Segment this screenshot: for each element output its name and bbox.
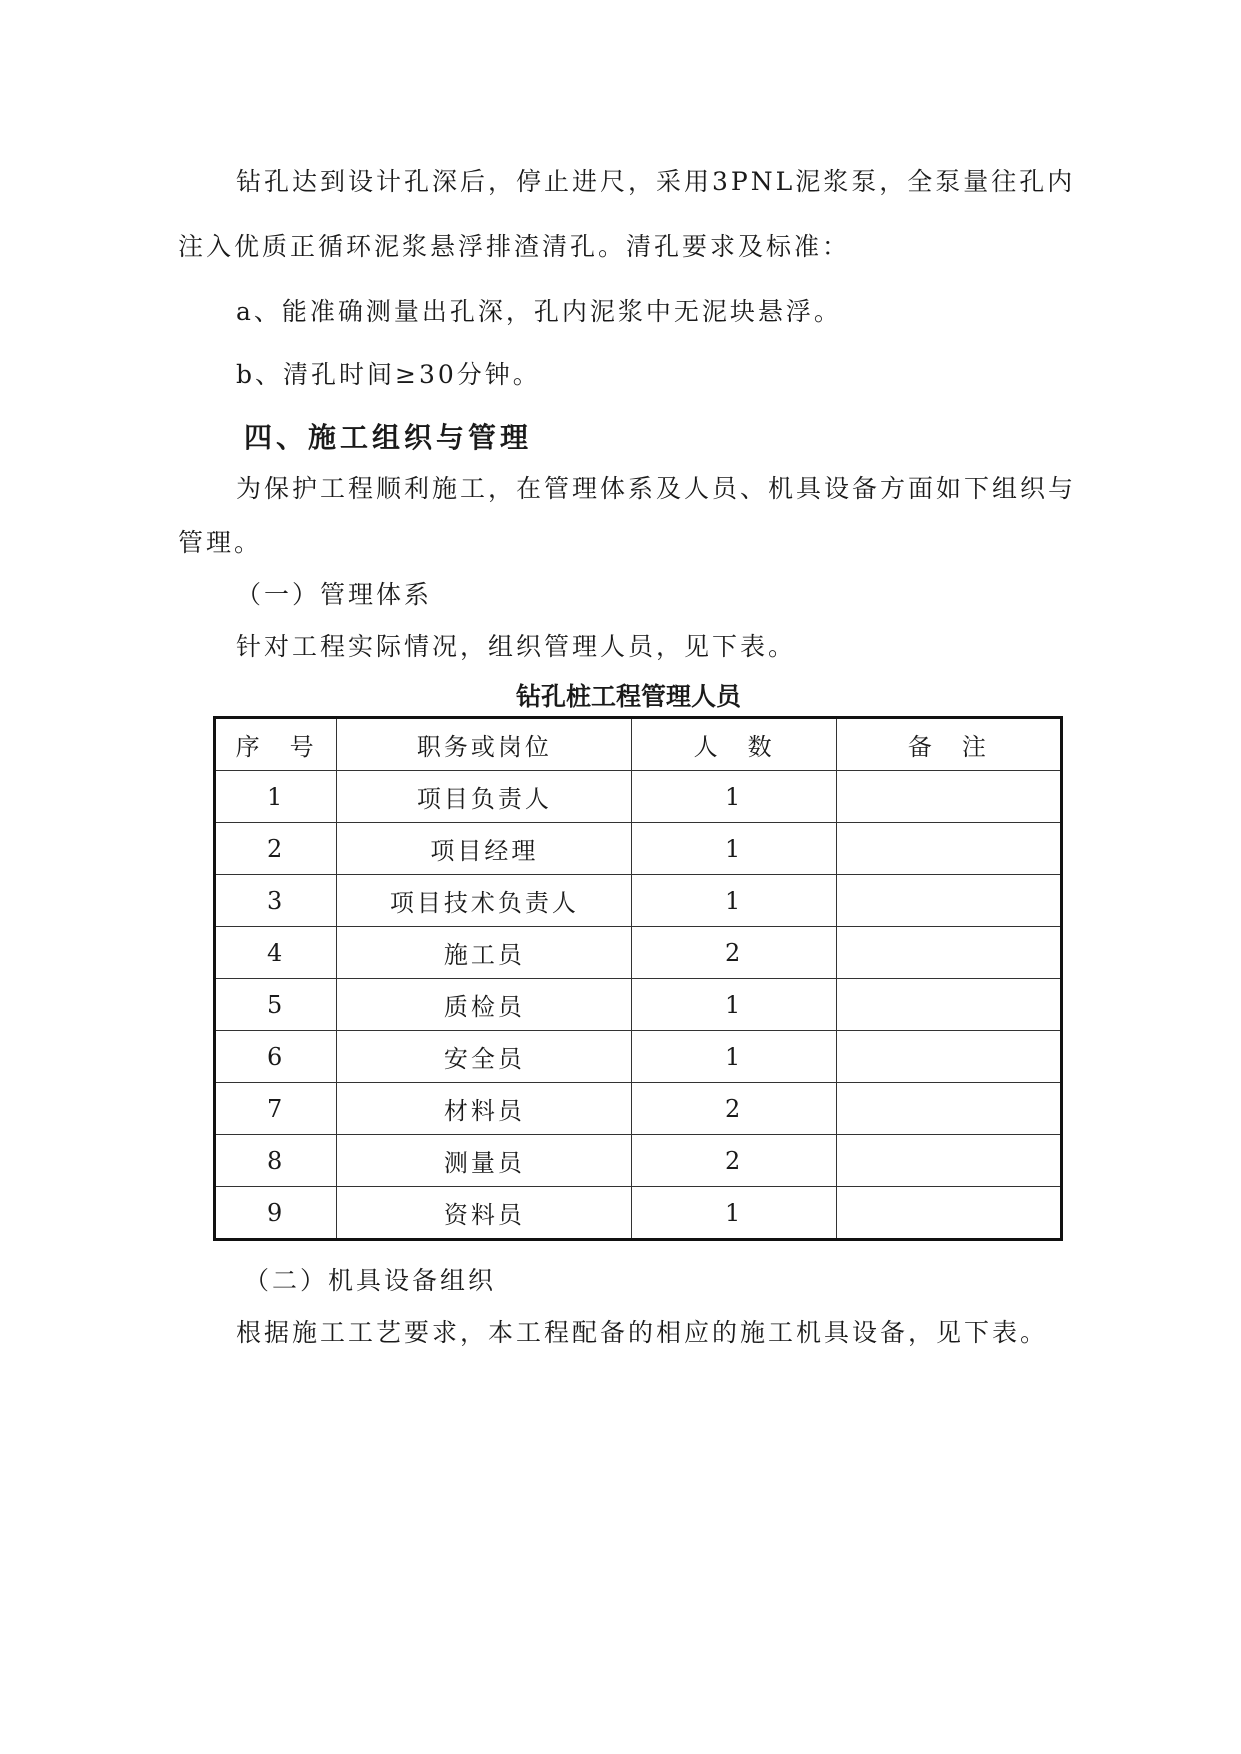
- row-role: 项目负责人: [337, 771, 632, 823]
- list-item-b: b、清孔时间≥30分钟。: [236, 360, 541, 389]
- row-number: 5: [215, 979, 337, 1031]
- row-role: 测量员: [337, 1135, 632, 1187]
- row-number: 3: [215, 875, 337, 927]
- row-note: [836, 1031, 1061, 1083]
- row-count: 2: [632, 1135, 836, 1187]
- row-count: 1: [632, 1187, 836, 1240]
- row-number: 8: [215, 1135, 337, 1187]
- table-row: [215, 1083, 1062, 1135]
- subsection-heading: （二）机具设备组织: [244, 1266, 497, 1295]
- paragraph-line: 根据施工工艺要求，本工程配备的相应的施工机具设备，见下表。: [236, 1318, 1049, 1347]
- table-caption: 钻孔桩工程管理人员: [515, 682, 741, 711]
- row-number: 1: [215, 771, 337, 823]
- table-row: [215, 927, 1062, 979]
- row-role: 资料员: [337, 1187, 632, 1240]
- row-note: [836, 1187, 1061, 1240]
- table-header-row: [215, 718, 1062, 771]
- subsection-heading: （一）管理体系: [236, 580, 433, 609]
- header-cell: 职务或岗位: [337, 718, 632, 771]
- table-row: [215, 979, 1062, 1031]
- table-row: [215, 1031, 1062, 1083]
- row-note: [836, 875, 1061, 927]
- table-row: [215, 823, 1062, 875]
- table-row: [215, 771, 1062, 823]
- row-role: 质检员: [337, 979, 632, 1031]
- row-number: 7: [215, 1083, 337, 1135]
- row-count: 1: [632, 875, 836, 927]
- row-count: 1: [632, 823, 836, 875]
- header-cell: 序 号: [215, 718, 337, 771]
- row-note: [836, 979, 1061, 1031]
- staff-table: [213, 716, 1063, 1241]
- paragraph-line: 钻孔达到设计孔深后，停止进尺，采用3PNL泥浆泵，全泵量往孔内: [236, 167, 1076, 196]
- paragraph-line: 管理。: [178, 528, 263, 557]
- row-count: 2: [632, 1083, 836, 1135]
- section-heading: 四、施工组织与管理: [244, 421, 533, 454]
- row-count: 1: [632, 771, 836, 823]
- row-count: 2: [632, 927, 836, 979]
- row-note: [836, 927, 1061, 979]
- paragraph-line: 为保护工程顺利施工，在管理体系及人员、机具设备方面如下组织与: [236, 474, 1077, 503]
- row-count: 1: [632, 979, 836, 1031]
- paragraph-line: 针对工程实际情况，组织管理人员，见下表。: [236, 632, 797, 661]
- row-count: 1: [632, 1031, 836, 1083]
- row-note: [836, 1135, 1061, 1187]
- table-row: [215, 1187, 1062, 1240]
- row-number: 4: [215, 927, 337, 979]
- row-role: 安全员: [337, 1031, 632, 1083]
- row-role: 项目经理: [337, 823, 632, 875]
- row-number: 2: [215, 823, 337, 875]
- row-number: 6: [215, 1031, 337, 1083]
- header-cell: 人 数: [632, 718, 836, 771]
- table-row: [215, 875, 1062, 927]
- row-role: 材料员: [337, 1083, 632, 1135]
- table-row: [215, 1135, 1062, 1187]
- list-item-a: a、能准确测量出孔深，孔内泥浆中无泥块悬浮。: [236, 297, 842, 326]
- paragraph-line: 注入优质正循环泥浆悬浮排渣清孔。清孔要求及标准：: [178, 232, 851, 261]
- row-note: [836, 1083, 1061, 1135]
- row-number: 9: [215, 1187, 337, 1240]
- row-note: [836, 771, 1061, 823]
- row-role: 施工员: [337, 927, 632, 979]
- header-cell: 备 注: [836, 718, 1061, 771]
- row-role: 项目技术负责人: [337, 875, 632, 927]
- row-note: [836, 823, 1061, 875]
